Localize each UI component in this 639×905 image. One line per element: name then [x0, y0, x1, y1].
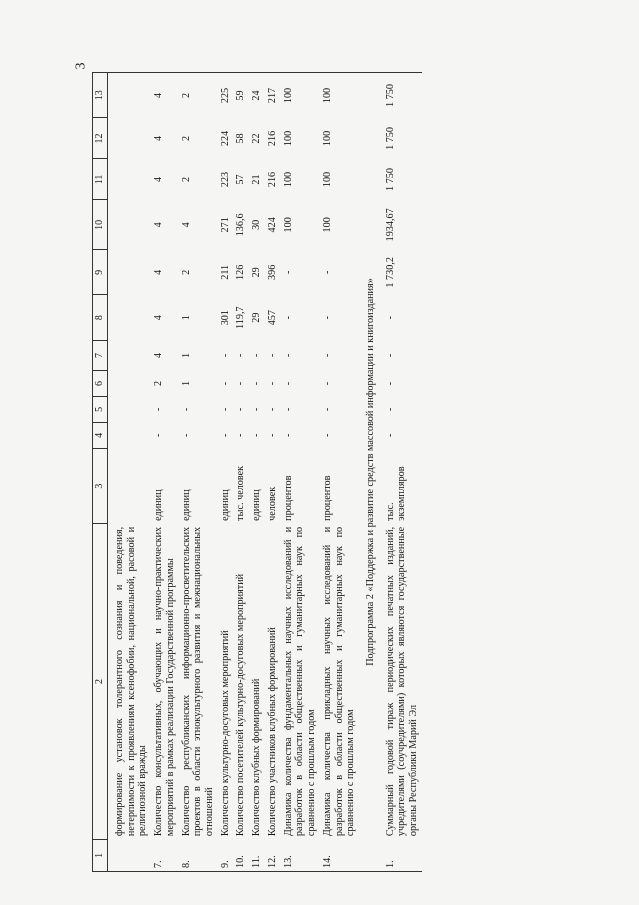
- header-cell-11: 11: [93, 159, 108, 200]
- table-row: [249, 73, 265, 872]
- value-cell-col-11: 100: [282, 171, 294, 188]
- value-cell-col-12: 22: [251, 133, 263, 144]
- value-cell-col-11: 1 750: [384, 168, 396, 191]
- value-cell-col-9: 126: [235, 264, 247, 280]
- indicator-name: Количество посетителей культурно-досуговых мероприятий: [235, 573, 247, 837]
- indicators-table: [92, 72, 422, 872]
- value-cell-col-12: 4: [153, 135, 165, 142]
- value-cell-col-8: 119,7: [235, 306, 247, 329]
- indicator-name: Динамика количества прикладных научных исследований и разработок в области общественных и гуманитарных наук по сравнению с прошлым годом: [321, 526, 357, 837]
- unit-cell: процентов: [321, 475, 333, 521]
- header-cell-6: 6: [93, 371, 108, 397]
- value-cell-col-13: 1 750: [383, 73, 422, 118]
- value-cell-col-6: -: [321, 381, 333, 386]
- value-cell-col-13: 217: [265, 73, 281, 118]
- value-cell-col-9: 2: [180, 269, 192, 275]
- table-row: [218, 73, 234, 872]
- value-cell-col-6: -: [251, 381, 263, 386]
- row-number: 1.: [383, 839, 422, 871]
- value-cell-col-5: -: [235, 407, 247, 412]
- value-cell-col-7: -: [321, 353, 333, 358]
- value-cell-col-13: 59: [233, 73, 249, 118]
- value-cell-col-13: 2: [179, 73, 218, 118]
- table-body: [108, 73, 422, 872]
- row-number: 10.: [233, 839, 249, 871]
- value-cell-col-9: 396: [266, 264, 278, 280]
- value-cell-col-10: 424: [266, 217, 278, 233]
- value-cell-col-5: -: [219, 407, 231, 412]
- table-row: [265, 73, 281, 872]
- value-cell-col-6: -: [384, 381, 396, 386]
- row-number: 9.: [218, 839, 234, 871]
- value-cell-col-10: 4: [180, 222, 192, 228]
- value-cell-col-5: -: [251, 407, 263, 412]
- value-cell-col-10: 100: [321, 217, 333, 233]
- value-cell-col-11: 2: [180, 176, 192, 183]
- header-cell-4: 4: [93, 422, 108, 448]
- value-cell-col-8: -: [321, 315, 333, 320]
- unit-cell: единиц: [251, 489, 263, 521]
- value-cell-col-4: -: [282, 433, 294, 438]
- value-cell-col-8: 1: [180, 315, 192, 321]
- value-cell-col-8: 29: [251, 312, 263, 323]
- row-number: 8.: [179, 839, 218, 871]
- table-row: [383, 73, 422, 872]
- value-cell-col-9: 29: [251, 267, 263, 278]
- value-cell-col-12: 100: [282, 130, 294, 147]
- value-cell-col-6: -: [235, 381, 247, 386]
- unit-cell: единиц: [180, 489, 192, 521]
- value-cell-col-7: -: [266, 353, 278, 358]
- row-number: [108, 839, 152, 871]
- indicator-name: Динамика количества фундаментальных научных исследований и разработок в области общественных и гуманитарных наук по сравнению с прошлым годом: [282, 526, 318, 837]
- unit-cell: тыс. человек: [235, 465, 247, 521]
- value-cell-col-10: 136,6: [235, 213, 247, 237]
- value-cell-col-12: 100: [321, 130, 333, 147]
- value-cell-col-10: 100: [282, 217, 294, 233]
- unit-cell: процентов: [282, 475, 294, 521]
- header-row: [93, 73, 108, 872]
- rotated-table-container: [92, 72, 582, 872]
- value-cell-col-8: 301: [219, 310, 231, 326]
- value-cell-col-11: 4: [153, 176, 165, 183]
- value-cell-col-9: [108, 250, 152, 295]
- value-cell-col-7: 4: [153, 352, 165, 358]
- value-cell-col-4: -: [384, 433, 396, 438]
- value-cell-col-12: 58: [235, 133, 247, 144]
- value-cell-col-7: -: [282, 353, 294, 358]
- value-cell-col-9: 4: [153, 269, 165, 275]
- value-cell-col-9: 1 730,2: [384, 257, 396, 288]
- table-row: [281, 73, 320, 872]
- row-number: 12.: [265, 839, 281, 871]
- value-cell-col-12: 2: [180, 135, 192, 142]
- value-cell-col-5: -: [180, 407, 192, 412]
- value-cell-col-5: -: [153, 407, 165, 412]
- value-cell-col-6: [108, 371, 152, 397]
- table-row: [151, 73, 178, 872]
- value-cell-col-12: 224: [219, 130, 231, 147]
- value-cell-col-7: [108, 340, 152, 370]
- value-cell-col-13: 24: [249, 73, 265, 118]
- unit-cell: человек: [266, 486, 278, 521]
- value-cell-col-7: -: [235, 353, 247, 358]
- indicator-name: Количество культурно-досуговых мероприятий: [219, 630, 231, 837]
- value-cell-col-10: 4: [153, 222, 165, 228]
- header-cell-8: 8: [93, 295, 108, 340]
- value-cell-col-8: 457: [266, 310, 278, 326]
- value-cell-col-4: [108, 422, 152, 448]
- value-cell-col-9: -: [282, 270, 294, 275]
- value-cell-col-7: -: [251, 353, 263, 358]
- value-cell-col-7: -: [384, 353, 396, 358]
- value-cell-col-13: 225: [218, 73, 234, 118]
- value-cell-col-11: 223: [219, 171, 231, 188]
- row-number: 13.: [281, 839, 320, 871]
- value-cell-col-4: -: [180, 433, 192, 438]
- value-cell-col-7: -: [219, 353, 231, 358]
- indicator-name: Суммарный годовой тираж периодических печатных изданий, учредителями (соучредителями) которых являются государственные органы Республики Марий Эл: [384, 526, 420, 837]
- value-cell-col-6: 1: [180, 380, 192, 387]
- value-cell-col-4: -: [251, 433, 263, 438]
- value-cell-col-11: 100: [321, 171, 333, 188]
- value-cell-col-9: 211: [219, 264, 231, 280]
- row-number: 7.: [151, 839, 178, 871]
- value-cell-col-10: 271: [219, 217, 231, 233]
- table-row: [233, 73, 249, 872]
- indicator-name: Количество республиканских информационно-просветительских проектов в области этнокультурного развития и межнациональных отношений: [180, 526, 216, 837]
- indicator-name: Количество клубных формирований: [251, 678, 263, 837]
- header-cell-13: 13: [93, 73, 108, 118]
- unit-cell: [108, 448, 152, 524]
- value-cell-col-8: [108, 295, 152, 340]
- table-row: [320, 73, 359, 872]
- unit-cell: тыс. экземпляров: [384, 466, 408, 521]
- table-row: [108, 73, 152, 872]
- value-cell-col-12: [108, 118, 152, 159]
- value-cell-col-7: 1: [180, 352, 192, 358]
- value-cell-col-13: [108, 73, 152, 118]
- value-cell-col-10: 30: [251, 219, 263, 230]
- value-cell-col-8: -: [282, 315, 294, 320]
- subprogram-title: Подпрограмма 2 «Поддержка и развитие средств массовой информации и книгоиздания»: [359, 73, 383, 872]
- unit-cell: единиц: [219, 489, 231, 521]
- value-cell-col-9: -: [321, 270, 333, 275]
- unit-cell: единиц: [153, 489, 165, 521]
- header-cell-5: 5: [93, 396, 108, 422]
- header-cell-9: 9: [93, 250, 108, 295]
- header-cell-10: 10: [93, 200, 108, 250]
- value-cell-col-5: -: [266, 407, 278, 412]
- value-cell-col-11: 57: [235, 174, 247, 185]
- value-cell-col-5: -: [282, 407, 294, 412]
- table-row: [179, 73, 218, 872]
- header-cell-2: 2: [93, 524, 108, 839]
- value-cell-col-10: [108, 200, 152, 250]
- header-cell-3: 3: [93, 448, 108, 524]
- value-cell-col-12: 216: [266, 130, 278, 147]
- header-cell-7: 7: [93, 340, 108, 370]
- row-number: 14.: [320, 839, 359, 871]
- indicator-name: Количество консультативных, обучающих и научно-практических мероприятий в рамках реализации Государственной программы: [153, 526, 176, 837]
- value-cell-col-13: 100: [320, 73, 359, 118]
- value-cell-col-13: 4: [151, 73, 178, 118]
- value-cell-col-6: -: [219, 381, 231, 386]
- value-cell-col-8: -: [384, 315, 396, 320]
- value-cell-col-6: -: [282, 381, 294, 386]
- value-cell-col-10: 1934,67: [384, 208, 396, 242]
- value-cell-col-6: 2: [153, 380, 165, 387]
- value-cell-col-4: -: [219, 433, 231, 438]
- value-cell-col-12: 1 750: [384, 127, 396, 150]
- value-cell-col-11: [108, 159, 152, 200]
- value-cell-col-11: 21: [251, 174, 263, 185]
- value-cell-col-5: [108, 396, 152, 422]
- page-number: 3: [73, 62, 89, 70]
- value-cell-col-4: -: [235, 433, 247, 438]
- indicator-name: формирование установок толерантного сознания и поведения, нетерпимости к проявлениям ксенофобии, национальной, расовой и религиозной вражды: [114, 526, 149, 837]
- row-number: 11.: [249, 839, 265, 871]
- indicator-name: Количество участников клубных формирований: [266, 627, 278, 837]
- header-cell-1: 1: [93, 839, 108, 871]
- value-cell-col-4: -: [321, 433, 333, 438]
- value-cell-col-5: -: [384, 407, 396, 412]
- value-cell-col-8: 4: [153, 315, 165, 321]
- value-cell-col-4: -: [266, 433, 278, 438]
- value-cell-col-5: -: [321, 407, 333, 412]
- value-cell-col-11: 216: [266, 171, 278, 188]
- subprogram-row: [359, 73, 383, 872]
- header-cell-12: 12: [93, 118, 108, 159]
- value-cell-col-13: 100: [281, 73, 320, 118]
- value-cell-col-6: -: [266, 381, 278, 386]
- value-cell-col-4: -: [153, 433, 165, 438]
